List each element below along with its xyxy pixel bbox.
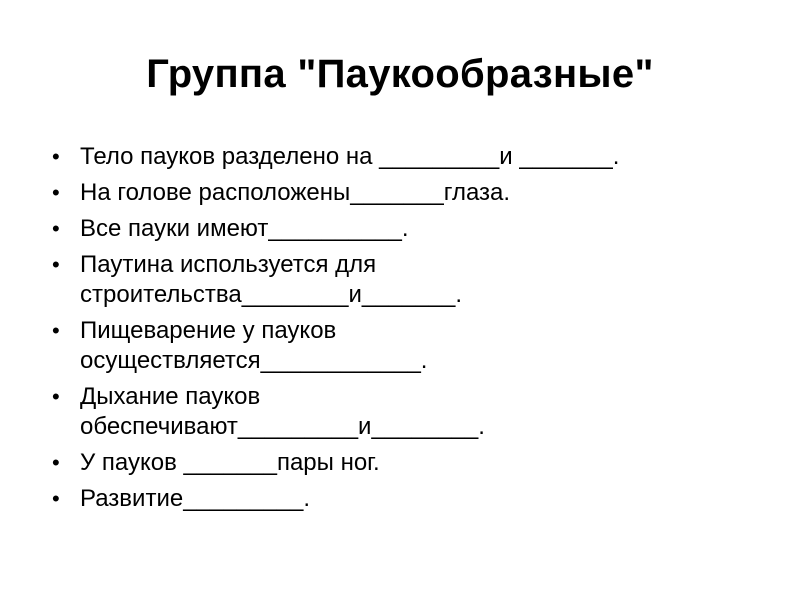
- bullet-item: [48, 484, 748, 514]
- bullet-item: [48, 448, 748, 478]
- slide-title: Группа "Паукообразные": [146, 52, 654, 96]
- bullet-text: Развитие_________.: [80, 485, 310, 512]
- bullet-marker: •: [52, 384, 60, 409]
- bullet-item: [48, 250, 748, 310]
- bullet-marker: •: [52, 450, 60, 475]
- bullet-text: Дыхание пауков обеспечивают_________и________.: [80, 383, 485, 440]
- bullet-item: [48, 382, 748, 442]
- bullet-text: Все пауки имеют__________.: [80, 215, 409, 242]
- bullet-text: На голове расположены_______глаза.: [80, 179, 511, 206]
- bullet-marker: •: [52, 318, 60, 343]
- bullet-item: [48, 214, 748, 244]
- bullet-marker: •: [52, 252, 60, 277]
- bullet-marker: •: [52, 180, 60, 205]
- bullet-item: [48, 142, 748, 172]
- bullet-marker: •: [52, 486, 60, 511]
- bullet-marker: •: [52, 216, 60, 241]
- bullet-text: Паутина используется для строительства________и_______.: [80, 251, 462, 308]
- bullet-list: [48, 142, 748, 520]
- bullet-item: [48, 178, 748, 208]
- bullet-text: Тело пауков разделено на _________и _______.: [80, 143, 620, 170]
- bullet-marker: •: [52, 144, 60, 169]
- bullet-item: [48, 316, 748, 376]
- bullet-text: Пищеварение у пауков осуществляется____________.: [80, 317, 428, 374]
- bullet-text: У пауков _______пары ног.: [80, 449, 380, 476]
